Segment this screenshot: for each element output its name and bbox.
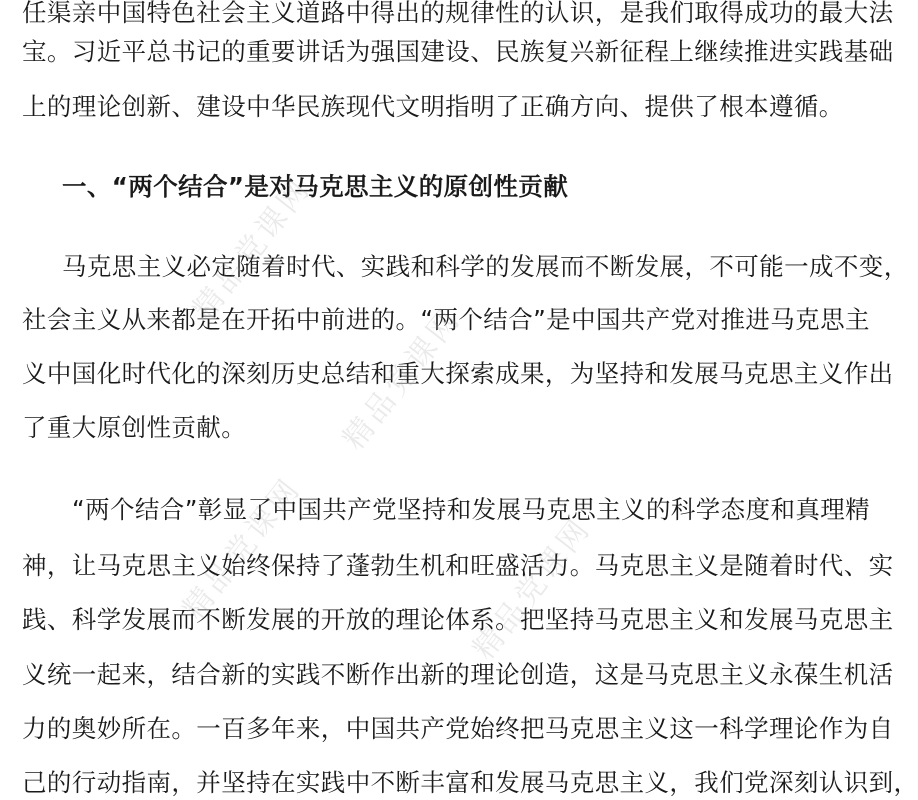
paragraph-line: 义中国化时代化的深刻历史总结和重大探索成果，为坚持和发展马克思主义作出 <box>22 359 894 388</box>
paragraph-line: 任渠亲中国特色社会主义道路中得出的规律性的认识，是我们取得成功的最大法 <box>22 0 894 27</box>
paragraph-line: 宝。习近平总书记的重要讲话为强国建设、民族复兴新征程上继续推进实践基础 <box>22 37 894 66</box>
watermark: 精品党课网 <box>466 510 599 667</box>
paragraph-line: 义统一起来，结合新的实践不断作出新的理论创造，这是马克思主义永葆生机活 <box>22 660 894 689</box>
paragraph-line: “两个结合”彰显了中国共产党坚持和发展马克思主义的科学态度和真理精 <box>72 495 871 524</box>
paragraph-line: 上的理论创新、建设中华民族现代文明指明了正确方向、提供了根本遵循。 <box>22 92 844 121</box>
watermark: 精品党课网 <box>336 300 469 457</box>
paragraph-line: 力的奥妙所在。一百多年来，中国共产党始终把马克思主义这一科学理论作为自 <box>22 714 894 743</box>
paragraph-line: 了重大原创性贡献。 <box>22 413 247 442</box>
paragraph-line: 马克思主义必定随着时代、实践和科学的发展而不断发展，不可能一成不变， <box>62 252 909 281</box>
watermark: 精品党课网 <box>176 470 309 627</box>
paragraph-line: 神，让马克思主义始终保持了蓬勃生机和旺盛活力。马克思主义是随着时代、实 <box>22 551 894 580</box>
watermark: 精品党课网 <box>186 170 319 327</box>
section-heading: 一、“两个结合”是对马克思主义的原创性贡献 <box>62 172 569 201</box>
paragraph-line: 社会主义从来都是在开拓中前进的。“两个结合”是中国共产党对推进马克思主 <box>22 305 870 334</box>
paragraph-line: 己的行动指南，并坚持在实践中不断丰富和发展马克思主义，我们党深刻认识到， <box>22 768 918 797</box>
paragraph-line: 践、科学发展而不断发展的开放的理论体系。把坚持马克思主义和发展马克思主 <box>22 605 894 634</box>
